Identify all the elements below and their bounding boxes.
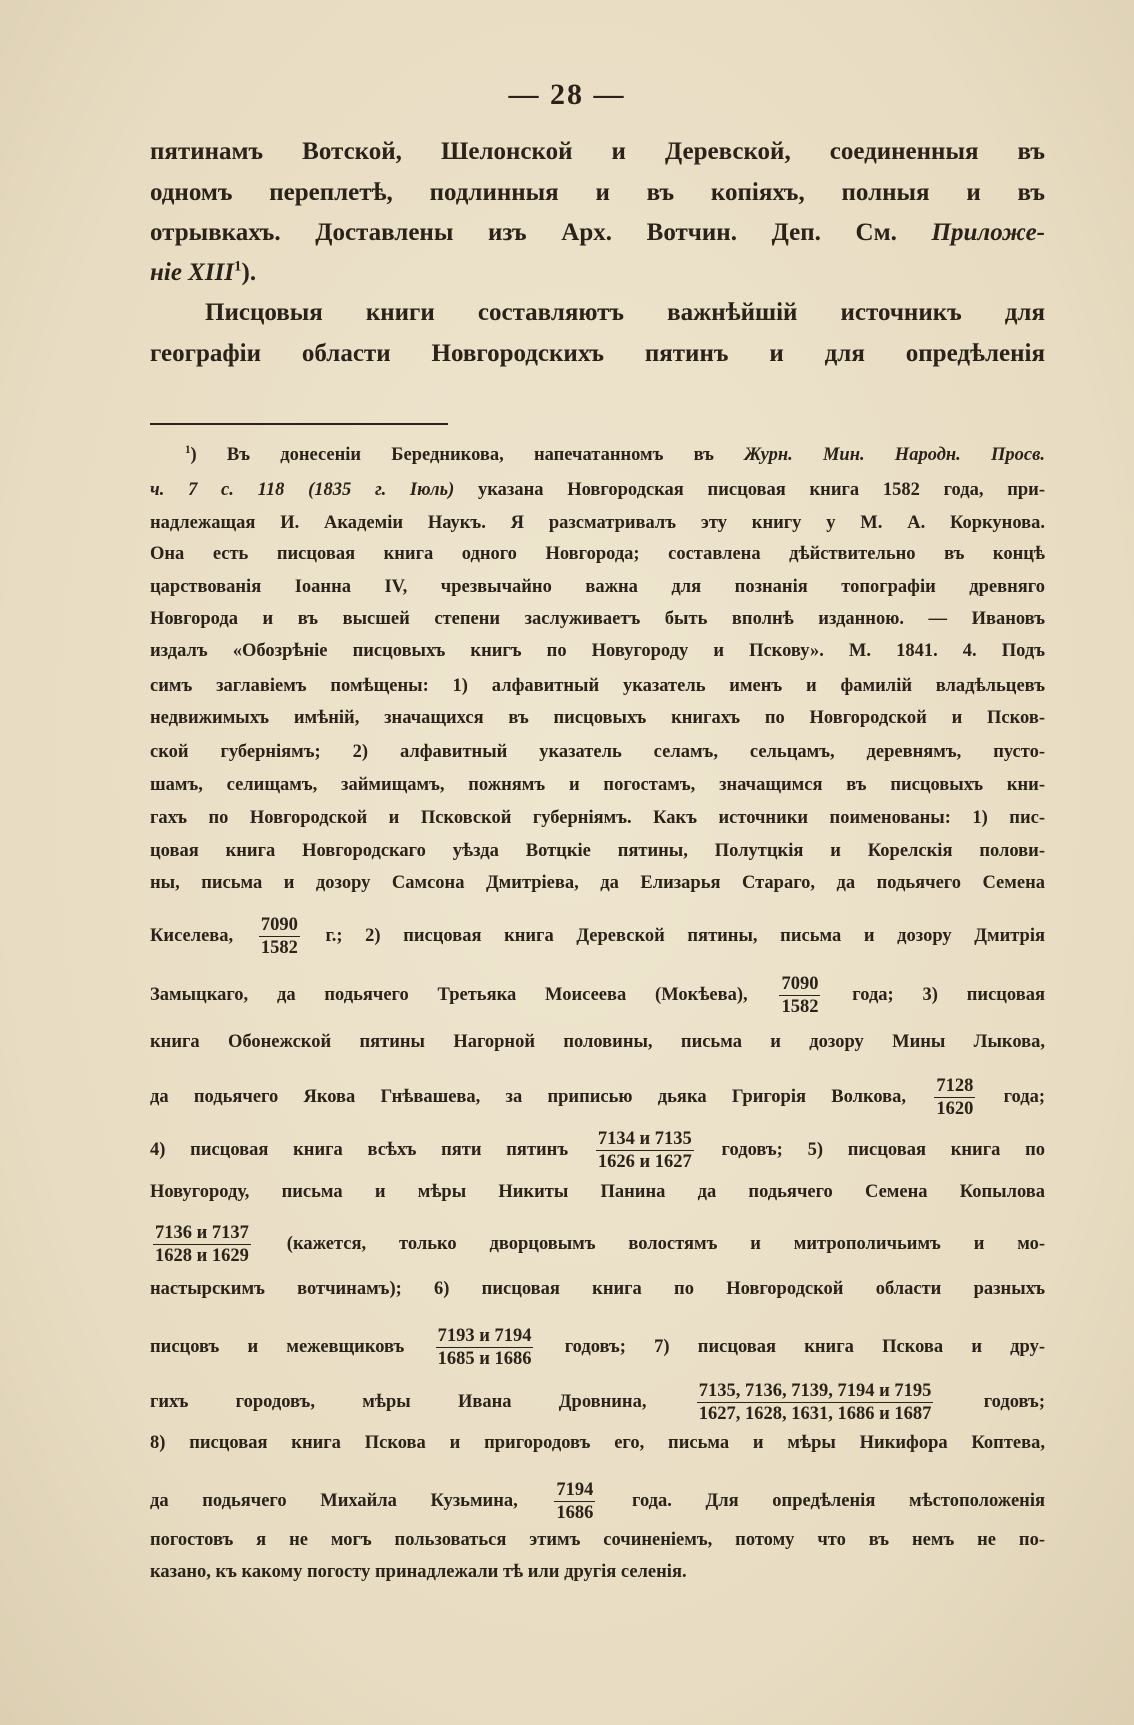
footnote-line (150, 604, 1045, 634)
text-span: года; 3) писцовая (823, 984, 1045, 1005)
text-span: ) Въ донесеніи Бередникова, напечатанномъ въ (190, 445, 745, 465)
fraction (934, 1075, 975, 1120)
italic-text: ніе XIII (150, 259, 235, 286)
footnote-line (150, 737, 1045, 767)
text-span: ской губерніямъ; 2) алфавитный указатель селамъ, сельцамъ, деревнямъ, пусто- (150, 742, 1045, 762)
text-span: недвижимыхъ имѣній, значащихся въ писцовыхъ книгахъ по Новгородской и Псков- (150, 708, 1045, 728)
text-line (150, 253, 1045, 293)
text-span: годовъ; 5) писцовая книга по (696, 1139, 1045, 1160)
text-span: пятинамъ Вотской, Шелонской и Деревской, соединенныя въ (150, 138, 1045, 165)
text-line (150, 334, 1045, 374)
text-span: указана Новгородская писцовая книга 1582 года, при- (454, 480, 1046, 500)
text-span: ). (241, 259, 257, 286)
fraction (554, 1479, 595, 1524)
fraction-numerator: 7193 и 7194 (437, 1326, 532, 1346)
fraction-numerator: 7135, 7136, 7139, 7194 и 7195 (698, 1381, 932, 1401)
text-line (150, 132, 1045, 172)
fraction (436, 1325, 534, 1370)
text-span: цовая книга Новгородскаго уѣзда Вотцкіе пятины, Полутцкія и Корелскія полови- (150, 841, 1045, 861)
text-span: географіи области Новгородскихъ пятинъ и для опредѣленія (150, 340, 1045, 367)
fraction-denominator: 1686 (556, 1503, 594, 1523)
footnote-line (150, 703, 1045, 733)
footnote-line (150, 973, 1045, 1017)
fraction (779, 973, 820, 1018)
text-span: симъ заглавіемъ помѣщены: 1) алфавитный указатель именъ и фамилій владѣльцевъ (150, 676, 1045, 696)
footnote-line (150, 1525, 1045, 1555)
text-span: года; (978, 1086, 1045, 1107)
fraction-numerator: 7194 (556, 1480, 594, 1500)
text-line (150, 213, 1045, 253)
footnote-line (150, 836, 1045, 866)
footnote-line (150, 770, 1045, 800)
text-span: 8) писцовая книга Пскова и пригородовъ его, письма и мѣры Никифора Коптева, (150, 1433, 1045, 1453)
footnote-line (150, 868, 1045, 898)
footnote-divider (150, 423, 448, 425)
text-span: царствованія Іоанна IV, чрезвычайно важна для познанія топографіи древняго (150, 577, 1045, 597)
footnote-line (150, 636, 1045, 666)
text-span: Писцовыя книги составляютъ важнѣйшій источникъ для (205, 299, 1045, 326)
text-span: ны, письма и дозору Самсона Дмитріева, да Елизарья Стараго, да подьячего Семена (150, 873, 1045, 893)
text-span: надлежащая И. Академіи Наукъ. Я разсматривалъ эту книгу у М. А. Коркунова. (150, 513, 1045, 533)
fraction-denominator: 1627, 1628, 1631, 1686 и 1687 (698, 1404, 932, 1424)
fraction (697, 1380, 934, 1425)
fraction-numerator: 7090 (260, 915, 298, 935)
footnote-line (150, 671, 1045, 701)
footnote-line (150, 1479, 1045, 1523)
italic-text: Журн. Мин. Народн. Просв. (744, 445, 1045, 465)
text-span: гахъ по Новгородской и Псковской губерніямъ. Какъ источники поименованы: 1) пис- (150, 808, 1045, 828)
text-span: Новугороду, письма и мѣры Никиты Панина да подьячего Семена Копылова (150, 1182, 1045, 1202)
fraction-denominator: 1620 (936, 1099, 974, 1119)
text-span: да подьячего Якова Гнѣвашева, за приписью дьяка Григорія Волкова, (150, 1086, 932, 1107)
footnote-line (185, 440, 1045, 470)
text-span: Новгорода и въ высшей степени заслуживаетъ быть вполнѣ изданною. — Ивановъ (150, 609, 1045, 629)
italic-text: ч. 7 с. 118 (1835 г. Іюль) (150, 480, 455, 500)
fraction (259, 914, 300, 959)
footnote-line (150, 1128, 1045, 1172)
text-span: книга Обонежской пятины Нагорной половины, письма и дозору Мины Лыкова, (150, 1032, 1045, 1052)
text-span: казано, къ какому погосту принадлежали тѣ или другія селенія. (150, 1562, 687, 1582)
fraction-numerator: 7128 (936, 1076, 974, 1096)
text-span: Она есть писцовая книга одного Новгорода; составлена дѣйствительно въ концѣ (150, 544, 1045, 564)
footnote-line (150, 1222, 1045, 1266)
footnote-line (150, 1075, 1045, 1119)
footnote-line (150, 475, 1045, 505)
text-span: года. Для опредѣленія мѣстоположенія (598, 1490, 1045, 1511)
footnote-line (150, 1177, 1045, 1207)
text-span: погостовъ я не могъ пользоваться этимъ сочиненіемъ, потому что въ немъ не по- (150, 1530, 1045, 1550)
footnote-line (150, 1274, 1045, 1304)
footnote-marker: 1 (185, 443, 191, 456)
page-number: — 28 — (508, 78, 626, 111)
italic-text: Приложе- (931, 219, 1045, 246)
fraction (153, 1222, 251, 1267)
text-span: отрывкахъ. Доставлены изъ Арх. Вотчин. Деп. См. (150, 219, 932, 246)
text-span: годовъ; (936, 1391, 1045, 1412)
text-span: Киселева, (150, 925, 256, 946)
footnote-line (150, 914, 1045, 958)
text-line (205, 293, 1045, 333)
fraction-numerator: 7134 и 7135 (597, 1129, 692, 1149)
fraction-numerator: 7136 и 7137 (155, 1223, 249, 1243)
footnote-line (150, 1027, 1045, 1057)
footnote-line (150, 803, 1045, 833)
fraction-denominator: 1685 и 1686 (437, 1349, 532, 1369)
fraction-denominator: 1626 и 1627 (597, 1152, 692, 1172)
text-span: писцовъ и межевщиковъ (150, 1336, 433, 1357)
footnote-line (150, 539, 1045, 569)
footnote-line (150, 1325, 1045, 1369)
footnote-line (150, 1380, 1045, 1424)
fraction-denominator: 1582 (781, 997, 819, 1017)
text-span: г.; 2) писцовая книга Деревской пятины, письма и дозору Дмитрія (302, 925, 1045, 946)
text-span: настырскимъ вотчинамъ); 6) писцовая книга по Новгородской области разныхъ (150, 1279, 1045, 1299)
fraction-denominator: 1582 (260, 938, 298, 958)
text-span: одномъ переплетѣ, подлинныя и въ копіяхъ, полныя и въ (150, 179, 1045, 206)
fraction-denominator: 1628 и 1629 (155, 1246, 249, 1266)
text-span: Замыцкаго, да подьячего Третьяка Моисеева (Мокѣева), (150, 984, 777, 1005)
fraction-numerator: 7090 (781, 974, 819, 994)
text-span: годовъ; 7) писцовая книга Пскова и дру- (536, 1336, 1045, 1357)
text-line (150, 173, 1045, 213)
text-span: да подьячего Михайла Кузьмина, (150, 1490, 552, 1511)
footnote-line (150, 1557, 1045, 1587)
footnote-line (150, 1428, 1045, 1458)
fraction (596, 1128, 694, 1173)
text-span: 4) писцовая книга всѣхъ пяти пятинъ (150, 1139, 593, 1160)
text-span: издалъ «Обозрѣніе писцовыхъ книгъ по Новугороду и Пскову». М. 1841. 4. Подъ (150, 641, 1045, 661)
text-span: (кажется, только дворцовымъ волостямъ и митрополичьимъ и мо- (253, 1233, 1045, 1254)
text-span: шамъ, селищамъ, займищамъ, пожнямъ и погостамъ, значащимся въ писцовыхъ кни- (150, 775, 1045, 795)
footnote-line (150, 508, 1045, 538)
footnote-marker: 1 (234, 258, 242, 275)
text-span: гихъ городовъ, мѣры Ивана Дровнина, (150, 1391, 694, 1412)
footnote-line (150, 572, 1045, 602)
